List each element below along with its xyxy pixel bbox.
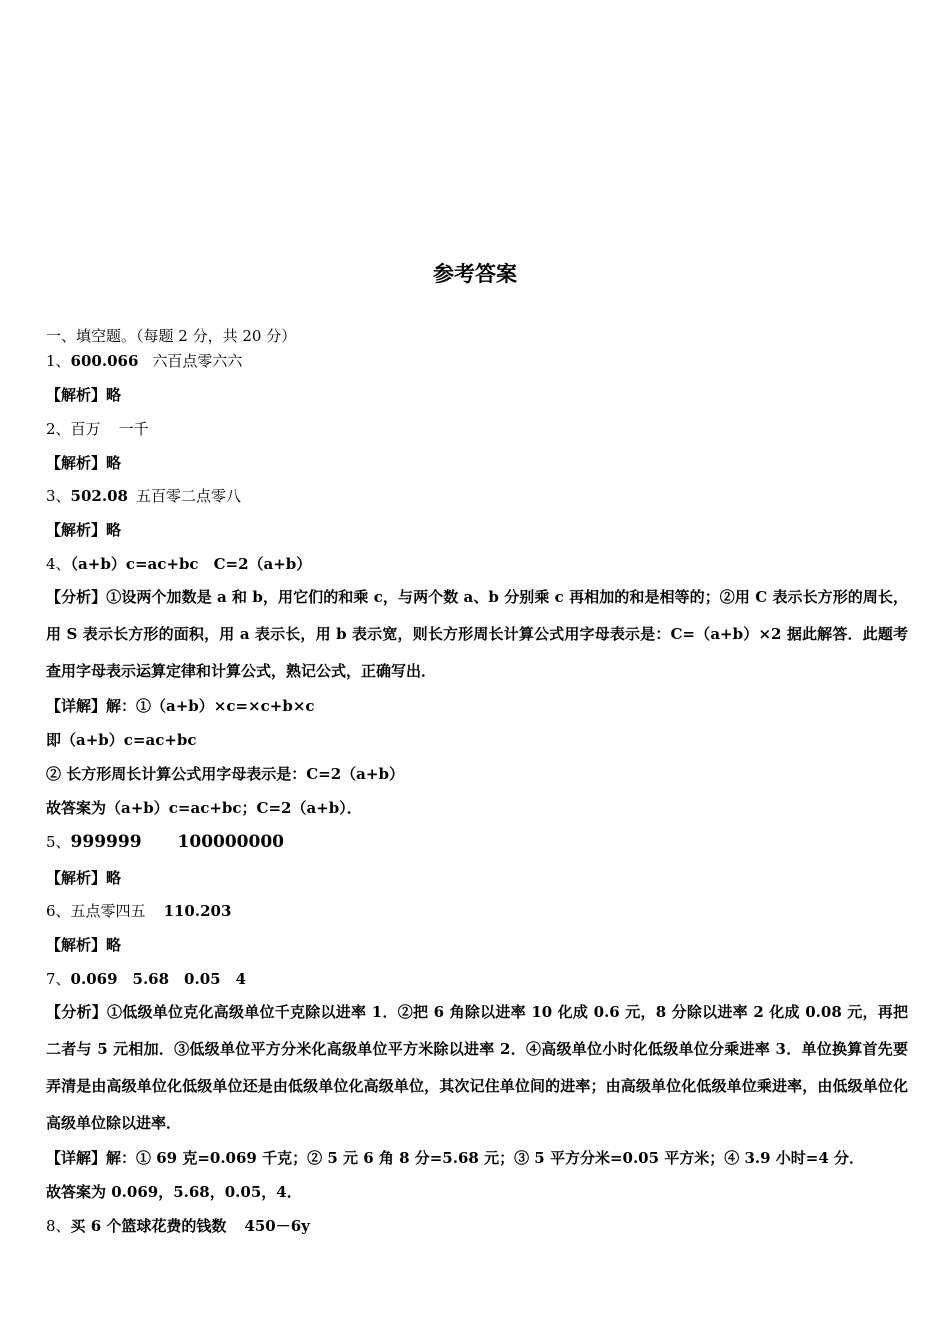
analysis-text: 略 <box>106 386 122 404</box>
xiangjie-tag: 【详解】 <box>46 697 107 715</box>
q7-value: 0.069 5.68 0.05 4 <box>70 970 247 988</box>
q7-num: 7、 <box>46 970 71 988</box>
q3-value: 502.08 <box>70 487 128 505</box>
q2-analysis <box>46 453 121 473</box>
q2-words: 一千 <box>118 420 149 438</box>
q7-line2: 故答案为 0.069，5.68，0.05，4． <box>46 1183 302 1201</box>
q3-analysis <box>46 520 121 540</box>
q4-line2: 即（a+b）c=ac+bc <box>46 731 197 749</box>
analysis-text: 略 <box>106 936 122 954</box>
q6-num: 6、 <box>46 902 71 920</box>
q1-analysis <box>46 385 121 405</box>
q3-words: 五百零二点零八 <box>135 487 241 505</box>
q1-words: 六百点零六六 <box>152 352 243 370</box>
q2-answer <box>46 419 149 439</box>
xiangjie-tag: 【详解】 <box>46 1149 107 1167</box>
q4-xiangjie-text: 解：①（a+b）×c=×c+b×c <box>106 697 315 715</box>
analysis-text: 略 <box>106 454 122 472</box>
analysis-text: 略 <box>106 521 122 539</box>
page-title: 参考答案 <box>433 262 517 286</box>
q5-analysis <box>46 868 121 888</box>
analysis-tag: 【解析】 <box>46 521 107 539</box>
fenxi-tag: 【分析】 <box>46 588 107 606</box>
q7-answer <box>46 969 246 989</box>
q4-fenxi <box>46 579 908 690</box>
q5-num: 5、 <box>46 833 71 851</box>
q6-words: 五点零四五 <box>70 902 146 920</box>
q4-fenxi-text: ①设两个加数是 a 和 b，用它们的和乘 c，与两个数 a、b 分别乘 c 再相加的和是相等的；②用 C 表示长方形的周长，用 S 表示长方形的面积，用 a 表示长，用 b 表示宽，则长方形周长计算公式用字母表示是：C=（a+b）×2 据此解答．此题考查用字母表示运算定律和计算公式，熟记公式，正确写出． <box>46 588 908 680</box>
q4-num: 4、 <box>46 555 71 573</box>
q4-xiangjie <box>46 696 315 716</box>
q2-num: 2、 <box>46 420 71 438</box>
q5-value-2: 100000000 <box>177 832 284 852</box>
section-heading: 一、填空题。（每题 2 分，共 20 分） <box>46 327 297 345</box>
q7-xiangjie <box>46 1148 864 1168</box>
analysis-tag: 【解析】 <box>46 454 107 472</box>
analysis-text: 略 <box>106 869 122 887</box>
q6-analysis <box>46 935 121 955</box>
q5-value: 999999 <box>70 832 142 852</box>
q1-num: 1、 <box>46 352 71 370</box>
q7-fenxi-text: ①低级单位克化高级单位千克除以进率 1．②把 6 角除以进率 10 化成 0.6 元，8 分除以进率 2 化成 0.08 元，再把二者与 5 元相加．③低级单位平方分米化高级单位平方米除以进率 2．④高级单位小时化低级单位分乘进率 3．单位换算首先要弄清是由高级单位化低级单位还是由低级单位化高级单位，其次记住单位间的进率；由高级单位化低级单位乘进率，由低级单位化高级单位除以进率． <box>46 1003 908 1132</box>
q8-answer <box>46 1216 310 1236</box>
q6-answer <box>46 901 231 921</box>
q6-value: 110.203 <box>163 902 232 920</box>
q4-line4: 故答案为（a+b）c=ac+bc；C=2（a+b）． <box>46 799 362 817</box>
q8-value: 450－6y <box>244 1217 310 1235</box>
q7-xiangjie-text: 解：① 69 克=0.069 千克；② 5 元 6 角 8 分=5.68 元；③ 5 平方分米=0.05 平方米；④ 3.9 小时=4 分． <box>106 1149 865 1167</box>
fenxi-tag: 【分析】 <box>46 1003 108 1021</box>
q3-answer <box>46 486 241 506</box>
q1-answer <box>46 351 242 371</box>
q2-value: 百万 <box>70 420 101 438</box>
analysis-tag: 【解析】 <box>46 936 107 954</box>
q4-value: （a+b）c=ac+bc C=2（a+b） <box>70 555 312 573</box>
q4-line3: ② 长方形周长计算公式用字母表示是：C=2（a+b） <box>46 765 404 783</box>
analysis-tag: 【解析】 <box>46 869 107 887</box>
q7-fenxi <box>46 994 908 1142</box>
q3-num: 3、 <box>46 487 71 505</box>
analysis-tag: 【解析】 <box>46 386 107 404</box>
q8-words: 买 6 个篮球花费的钱数 <box>70 1217 227 1235</box>
q1-value: 600.066 <box>70 352 139 370</box>
q5-answer <box>46 832 284 852</box>
q8-num: 8、 <box>46 1217 71 1235</box>
q4-answer <box>46 554 311 574</box>
